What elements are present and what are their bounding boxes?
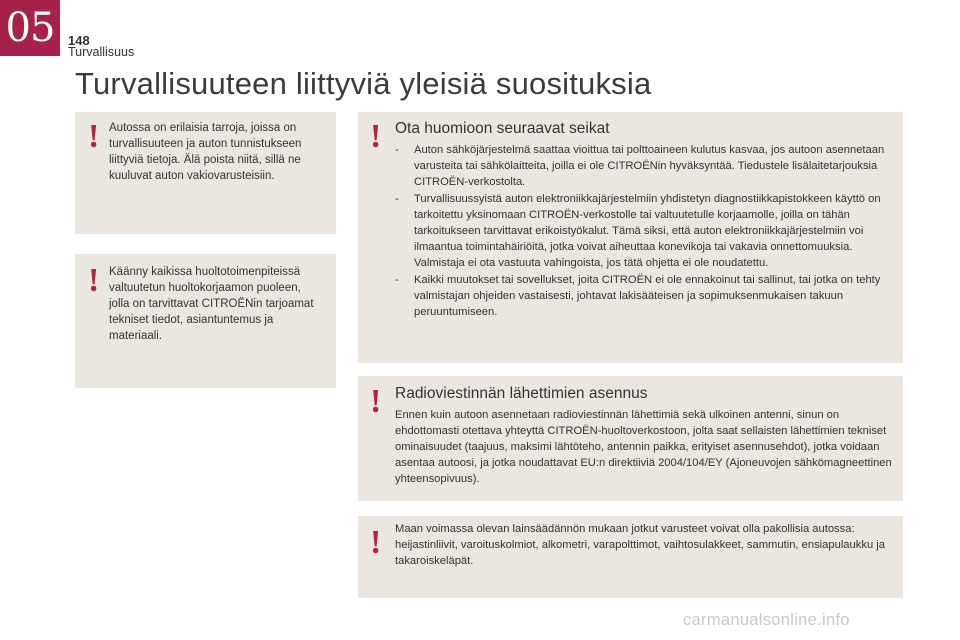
warning-box-mandatory-equipment [358, 516, 903, 598]
warning-exclamation-icon: ! [370, 118, 382, 155]
warning-exclamation-icon: ! [88, 262, 100, 299]
warning-box-maintenance [75, 254, 336, 388]
warning-text: Käänny kaikissa huoltotoimenpiteissä valtuutetun huoltokorjaamon puoleen, jolla on tarvittavat CITROËNin tarjoamat tekniset tiedot, asiantuntemus ja materiaali. [109, 266, 314, 342]
warning-exclamation-icon: ! [370, 524, 382, 561]
warning-box-precautions [358, 112, 903, 363]
watermark: carmanualsonline.info [683, 611, 850, 629]
list-item: - Kaikki muutokset tai sovellukset, joita CITROËN ei ole ennakoinut tai sallinut, tai jotka on tehty valmistajan ohjeiden vastaisesti, johtavat lakisääteisen ja sopimuksenmukaisen takuun peruuntumiseen. [395, 272, 889, 321]
chapter-number-tab: 05 [0, 0, 60, 56]
precautions-list [395, 142, 889, 320]
warning-box-labels [75, 112, 336, 234]
list-item: - Turvallisuussyistä auton elektroniikkajärjestelmiin yhdistetyn diagnostiikkapistokkeen käyttö on tarkoitettu yksinomaan CITROËN-verkostolle tai valtuutetulle korjaamolle, joilla on tähän tarkoitukseen tarvittavat erikoistyökalut. Tämä siksi, että auton elektroniikkajärjestelmiin voi ilmaantua toimintahäiriöitä, jotka voivat aiheuttaa konevikoja tai vakavia onnettomuuksia. Valmistaja ei ota vastuuta vahingoista, jos tätä ohjetta ei ole noudatettu. [395, 191, 889, 272]
warning-text: Autossa on erilaisia tarroja, joissa on turvallisuuteen ja auton tunnistukseen liittyviä tietoja. Älä poista niitä, sillä ne kuuluvat auton vakiovarusteisiin. [109, 122, 302, 182]
section-name: Turvallisuus [68, 45, 135, 59]
page-title: Turvallisuuteen liittyviä yleisiä suosituksia [75, 66, 652, 101]
box-heading: Ota huomioon seuraavat seikat [395, 120, 610, 137]
mandatory-equipment-text: Maan voimassa olevan lainsäädännön mukaan jotkut varusteet voivat olla pakollisia autossa: heijastinliivit, varoituskolmiot, alkometri, varapolttimot, vaihtosulakkeet, sammutin, ensiapulaukku ja takaroiskeläpät. [395, 523, 885, 567]
page-number: 148 [68, 33, 90, 48]
warning-exclamation-icon: ! [370, 383, 382, 420]
list-item: - Auton sähköjärjestelmä saattaa vioittua tai polttoaineen kulutus kasvaa, jos autoon asennetaan varusteita tai sähkölaitteita, joilla ei ole CITROËNin hyväksyntää. Tiedustele lisälaitetarjouksia CITROËN-verkostolta. [395, 142, 889, 191]
radio-transmitter-text: Ennen kuin autoon asennetaan radioviestinnän lähettimiä sekä ulkoinen antenni, sinun on ehdottomasti otettava yhteyttä CITROËN-huoltoverkostoon, jolta saat sellaisten lähettimien tekniset ominaisuudet (taajuus, maksimi lähtöteho, antennin paikka, erityiset asennusehdot), jotka voidaan asentaa autoosi, ja jotka noudattavat EU:n direktiiviä 2004/104/EY (Ajoneuvojen sähkömagneettinen yhteensopivuus). [395, 409, 892, 485]
warning-exclamation-icon: ! [88, 118, 100, 155]
box-heading: Radioviestinnän lähettimien asennus [395, 385, 648, 402]
warning-box-radio-transmitters [358, 376, 903, 501]
